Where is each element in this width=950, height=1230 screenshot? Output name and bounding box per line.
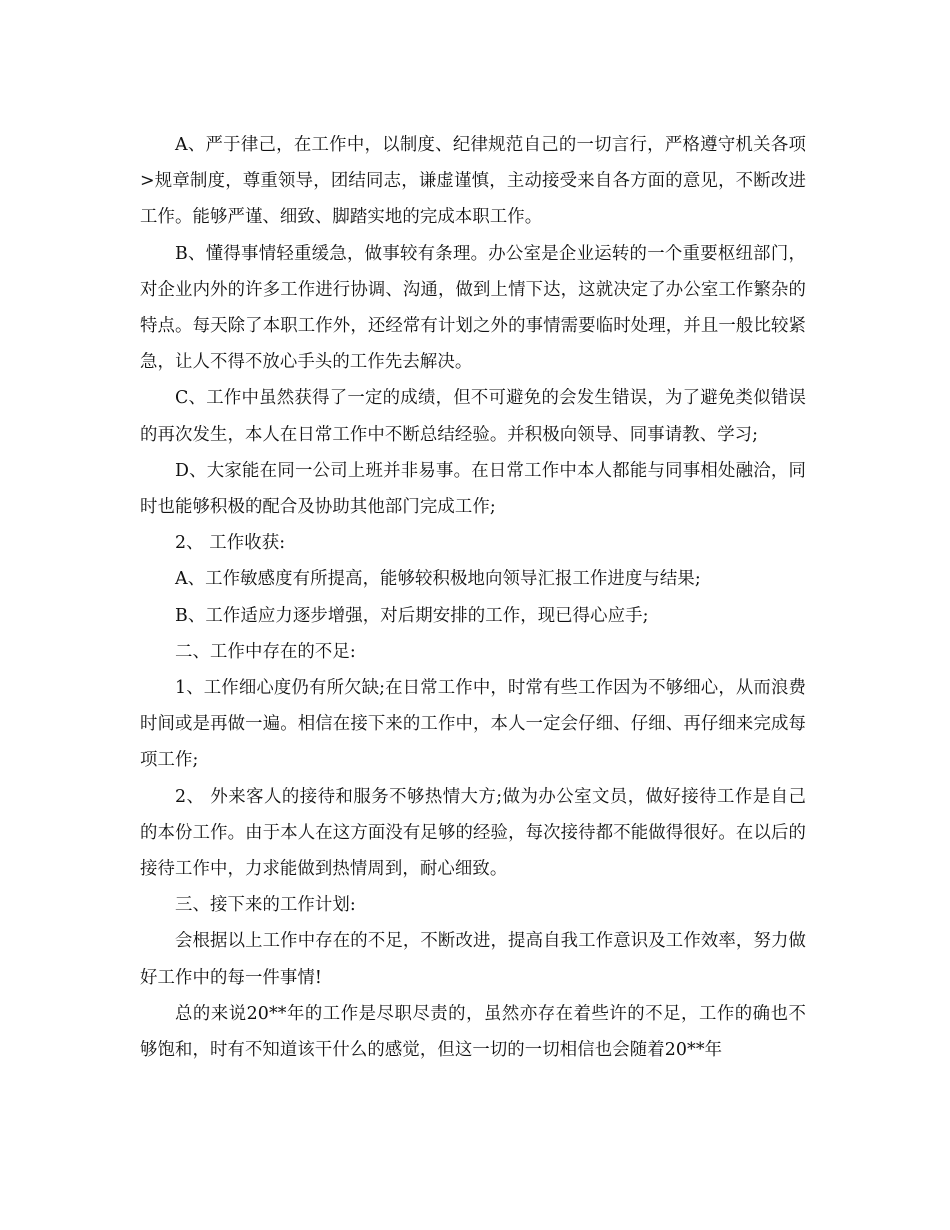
paragraph-b-priorities: B、懂得事情轻重缓急，做事较有条理。办公室是企业运转的一个重要枢纽部门，对企业内外的许多工作进行协调、沟通，做到上情下达，这就决定了办公室工作繁杂的特点。每天除了本职工作外，还经常有计划之外的事情需要临时处理，并且一般比较紧急，让人不得不放心手头的工作先去解决。 [140, 243, 806, 373]
paragraph-d-teamwork: D、大家能在同一公司上班并非易事。在日常工作中本人都能与同事相处融洽，同时也能够积极的配合及协助其他部门完成工作; [140, 460, 806, 518]
heading-work-gains: 2、 工作收获: [175, 533, 286, 554]
document-body [140, 127, 806, 1068]
paragraph-shortcoming-1: 1、工作细心度仍有所欠缺;在日常工作中，时常有些工作因为不够细心，从而浪费时间或是再做一遍。相信在接下来的工作中，本人一定会仔细、仔细、再仔细来完成每项工作; [140, 678, 806, 771]
paragraph-c-experience: C、工作中虽然获得了一定的成绩，但不可避免的会发生错误，为了避免类似错误的再次发生，本人在日常工作中不断总结经验。并积极向领导、同事请教、学习; [140, 388, 806, 445]
paragraph-summary: 总的来说20**年的工作是尽职尽责的，虽然亦存在着些许的不足，工作的确也不够饱和，时有不知道该干什么的感觉，但这一切的一切相信也会随着20**年 [140, 1003, 806, 1061]
paragraph-plan: 会根据以上工作中存在的不足，不断改进，提高自我工作意识及工作效率，努力做好工作中的每一件事情! [140, 931, 806, 988]
paragraph-a-discipline: A、严于律己，在工作中，以制度、纪律规范自己的一切言行，严格遵守机关各项>规章制度，尊重领导，团结同志，谦虚谨慎，主动接受来自各方面的意见，不断改进工作。能够严谨、细致、脚踏实地的完成本职工作。 [140, 135, 806, 228]
heading-shortcomings: 二、工作中存在的不足: [175, 641, 356, 662]
paragraph-gain-b: B、工作适应力逐步增强，对后期安排的工作，现已得心应手; [175, 605, 649, 626]
heading-next-plan: 三、接下来的工作计划: [175, 895, 356, 916]
paragraph-gain-a: A、工作敏感度有所提高，能够较积极地向领导汇报工作进度与结果; [175, 569, 701, 590]
paragraph-shortcoming-2: 2、 外来客人的接待和服务不够热情大方;做为办公室文员，做好接待工作是自己的本份工作。由于本人在这方面没有足够的经验，每次接待都不能做得很好。在以后的接待工作中，力求能做到热情周到，耐心细致。 [140, 786, 806, 880]
